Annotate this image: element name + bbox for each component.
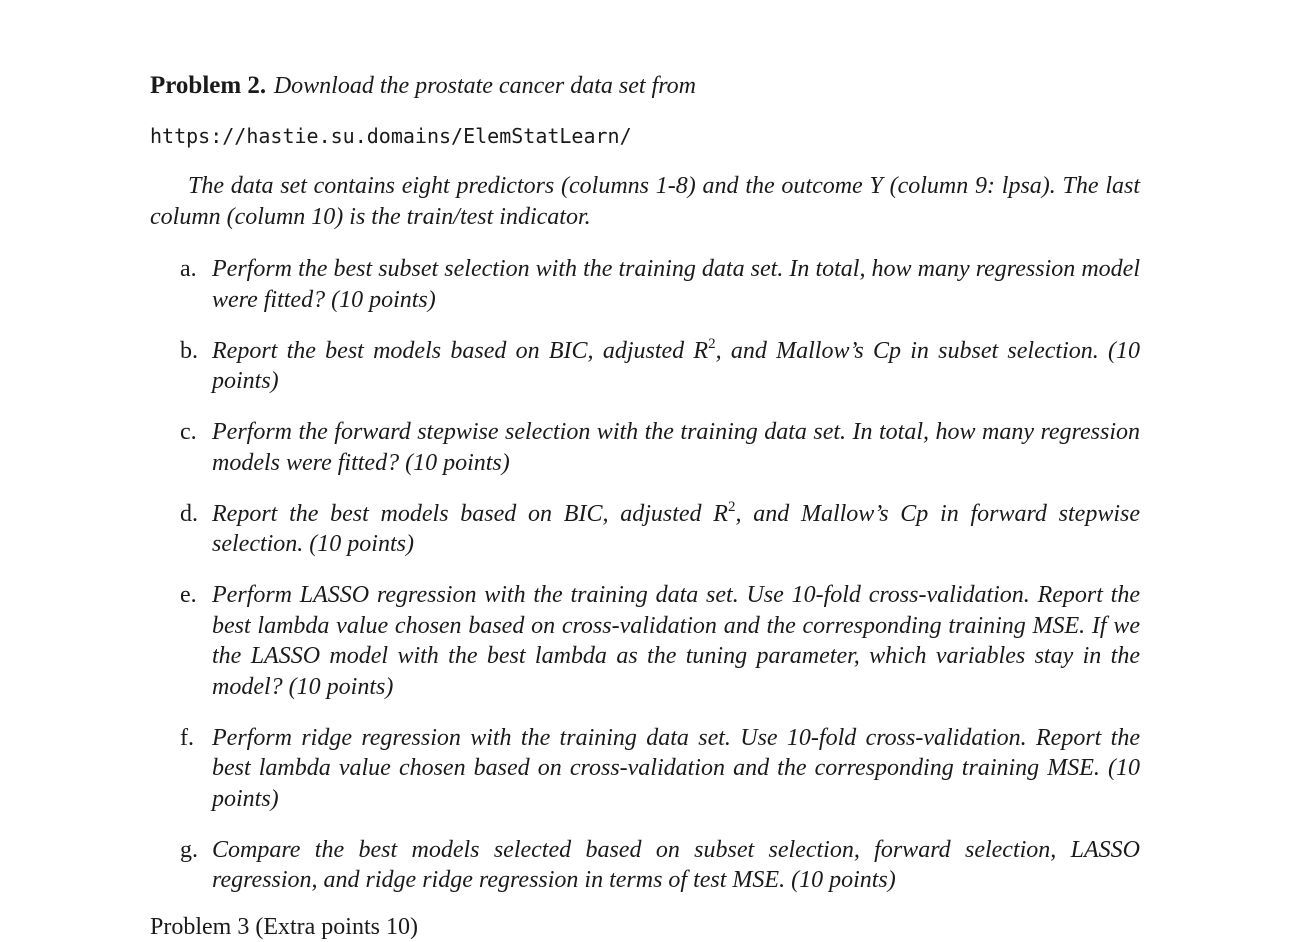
list-item <box>150 723 1140 815</box>
item-marker: d. <box>180 500 198 527</box>
item-marker: b. <box>180 337 198 364</box>
list-item <box>150 254 1140 315</box>
problem-text: Download the prostate cancer data set from <box>273 73 697 99</box>
item-text-post: , and Mallow’s Cp in forward stepwise selection. (10 points) <box>212 500 1141 557</box>
list-item <box>150 835 1140 896</box>
item-marker: a. <box>180 256 197 282</box>
superscript: 2 <box>727 498 736 515</box>
item-marker: c. <box>180 419 197 445</box>
list-item <box>150 499 1140 560</box>
item-text <box>212 335 1140 395</box>
item-marker: g. <box>180 836 198 863</box>
item-text: Perform the best subset selection with the training data set. In total, how many regression model were fitted? (10 points) <box>212 256 1140 313</box>
item-marker: e. <box>180 582 197 608</box>
problem-heading <box>150 68 1140 103</box>
next-heading: Problem 3 (Extra points 10) <box>150 914 418 940</box>
item-text <box>212 498 1141 558</box>
list-item <box>150 336 1140 397</box>
item-text-pre: Report the best models based on BIC, adjusted R <box>212 500 728 527</box>
item-text: Perform ridge regression with the training data set. Use 10-fold cross-validation. Report the best lambda value chosen based on cross-validation and the corresponding training MSE. (10 points) <box>212 724 1140 812</box>
dataset-url: https://hastie.su.domains/ElemStatLearn/ <box>150 124 632 148</box>
item-text: Perform the forward stepwise selection with the training data set. In total, how many regression models were fitted? (10 points) <box>212 419 1140 476</box>
item-text: Compare the best models selected based on subset selection, forward selection, LASSO regression, and ridge ridge regression in terms of test MSE. (10 points) <box>212 836 1140 893</box>
question-list <box>150 254 1140 896</box>
superscript: 2 <box>708 335 716 352</box>
item-text-post: , and Mallow’s Cp in subset selection. (10 points) <box>212 337 1140 394</box>
list-item <box>150 417 1140 478</box>
next-heading-cutoff <box>150 914 550 940</box>
item-text-pre: Report the best models based on BIC, adjusted R <box>212 337 709 364</box>
intro-paragraph: The data set contains eight predictors (columns 1-8) and the outcome Y (column 9: lpsa). The last column (column 10) is the train/test indicator. <box>150 173 1140 230</box>
item-marker: f. <box>180 724 194 751</box>
list-item <box>150 580 1140 702</box>
document-page <box>150 68 1140 916</box>
item-text: Perform LASSO regression with the training data set. Use 10-fold cross-validation. Report the best lambda value chosen based on cross-validation and the corresponding training MSE. If we the LASSO model with the best lambda as the tuning parameter, which variables stay in the model? (10 points) <box>212 582 1140 700</box>
problem-label: Problem 2. <box>150 72 267 99</box>
